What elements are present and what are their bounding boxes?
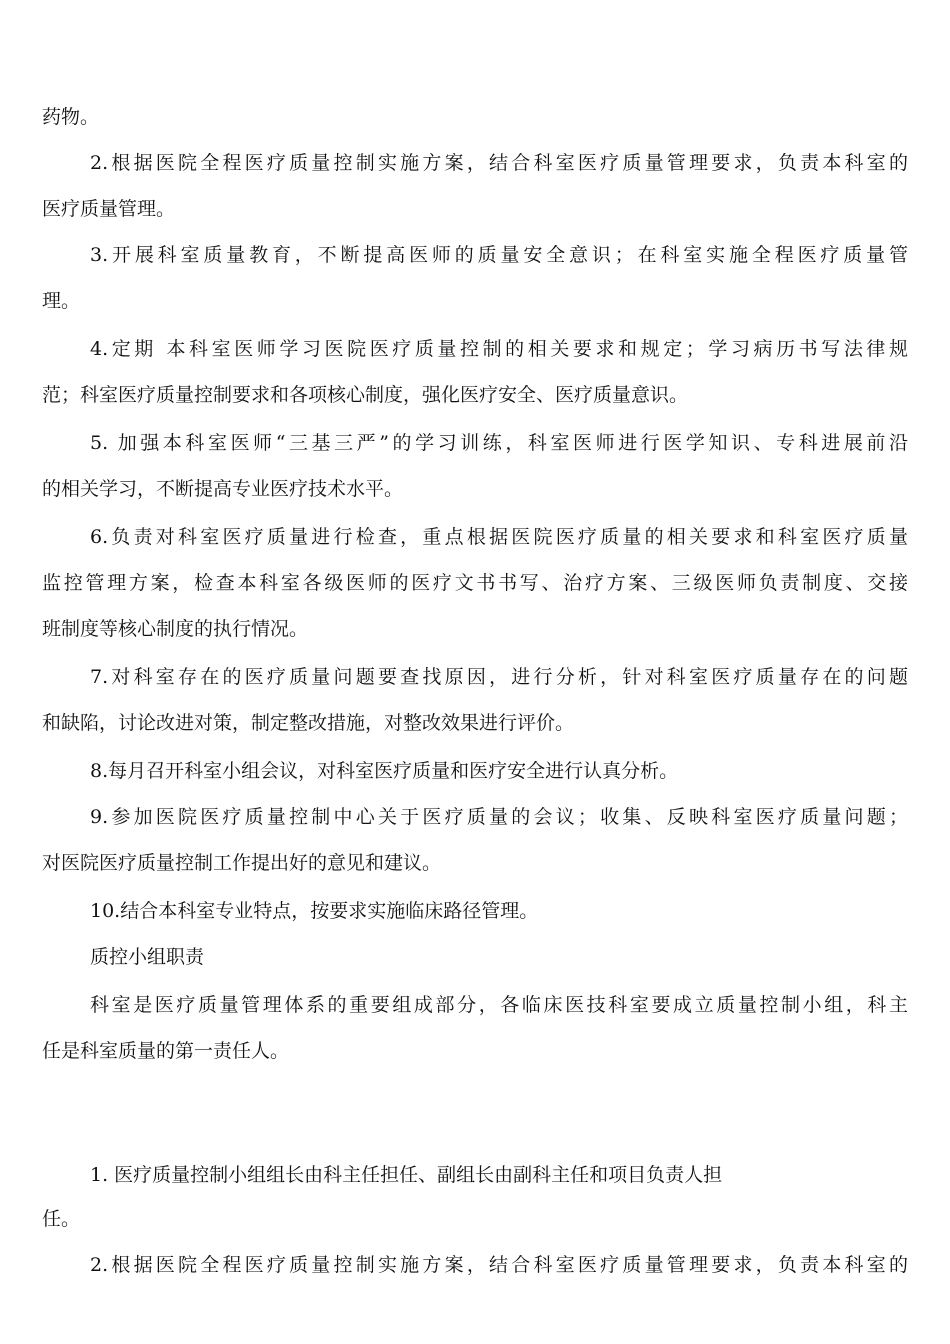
text-line: 2.根据医院全程医疗质量控制实施方案，结合科室医疗质量管理要求，负责本科室的 (90, 152, 908, 174)
text-line: 3.开展科室质量教育，不断提高医师的质量安全意识；在科室实施全程医疗质量管 (90, 244, 908, 266)
text-line: 班制度等核心制度的执行情况。 (42, 618, 309, 640)
text-line: 5. 加强本科室医师“三基三严”的学习训练，科室医师进行医学知识、专科进展前沿 (90, 432, 908, 454)
text-line: 的相关学习，不断提高专业医疗技术水平。 (42, 478, 404, 500)
text-line: 2.根据医院全程医疗质量控制实施方案，结合科室医疗质量管理要求，负责本科室的 (90, 1254, 908, 1276)
text-line: 理。 (42, 290, 81, 312)
text-line: 1. 医疗质量控制小组组长由科主任担任、副组长由副科主任和项目负责人担 (90, 1164, 723, 1186)
text-line: 6.负责对科室医疗质量进行检查，重点根据医院医疗质量的相关要求和科室医疗质量 (90, 526, 908, 548)
text-line: 和缺陷，讨论改进对策，制定整改措施，对整改效果进行评价。 (42, 712, 575, 734)
text-line: 范；科室医疗质量控制要求和各项核心制度，强化医疗安全、医疗质量意识。 (42, 384, 689, 406)
text-line: 药物。 (42, 106, 100, 128)
text-line: 10.结合本科室专业特点，按要求实施临床路径管理。 (90, 900, 539, 922)
text-line: 9.参加医院医疗质量控制中心关于医疗质量的会议；收集、反映科室医疗质量问题； (90, 806, 908, 828)
text-line: 对医院医疗质量控制工作提出好的意见和建议。 (42, 852, 442, 874)
text-line: 任是科室质量的第一责任人。 (42, 1040, 290, 1062)
text-line: 4.定期 本科室医师学习医院医疗质量控制的相关要求和规定；学习病历书写法律规 (90, 338, 908, 360)
text-line: 任。 (42, 1208, 81, 1230)
text-line: 医疗质量管理。 (42, 198, 176, 220)
text-line: 8.每月召开科室小组会议，对科室医疗质量和医疗安全进行认真分析。 (90, 760, 679, 782)
text-line: 7.对科室存在的医疗质量问题要查找原因，进行分析，针对科室医疗质量存在的问题 (90, 666, 908, 688)
text-line: 科室是医疗质量管理体系的重要组成部分，各临床医技科室要成立质量控制小组，科主 (90, 994, 908, 1016)
section-heading: 质控小组职责 (90, 946, 205, 968)
text-line: 监控管理方案，检查本科室各级医师的医疗文书书写、治疗方案、三级医师负责制度、交接 (42, 572, 908, 594)
